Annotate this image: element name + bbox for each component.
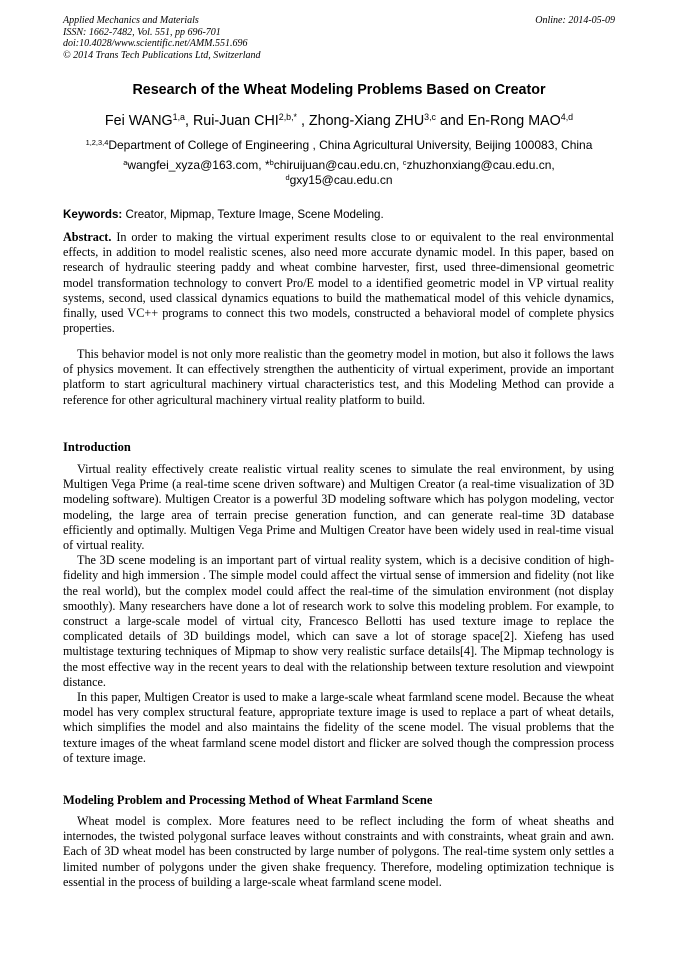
email-superscript: d	[285, 172, 290, 182]
abstract-paragraph	[63, 230, 614, 336]
email-superscript: c	[402, 157, 407, 167]
author-superscript: 4,d	[560, 112, 574, 123]
paper-title: Research of the Wheat Modeling Problems Based on Creator	[132, 82, 546, 98]
modeling-paragraph-1: Wheat model is complex. More features need to be reflect including the form of wheat sheaths and internodes, the twisted polygonal surface leaves without constraints and with constraints, wheat grain and awn. Each of 3D wheat model has been constructed by large number of polygons. The real-time system only settles a limited number of polygons under the given shake frequency. Therefore, modeling optimization technique is essential in the process of building a large-scale wheat farmland scene model.	[63, 814, 614, 889]
email-superscript: b	[269, 157, 274, 167]
abstract-label: Abstract.	[63, 230, 112, 244]
author-name: Fei WANG	[104, 113, 173, 129]
introduction-heading: Introduction	[63, 440, 131, 454]
journal-header	[63, 15, 261, 61]
affiliation-text: Department of College of Engineering , China Agricultural University, Beijing 100083, China	[108, 138, 593, 152]
email-link[interactable]: wangfei_xyza@163.com, *	[127, 158, 270, 172]
author-separator: and	[435, 113, 468, 129]
journal-name: Applied Mechanics and Materials	[63, 15, 199, 26]
author-name: En-Rong MAO	[467, 113, 561, 129]
introduction-section	[63, 462, 614, 766]
modeling-section	[63, 814, 614, 890]
affiliation	[0, 138, 678, 152]
keywords-label: Keywords:	[63, 208, 123, 221]
author-separator: ,	[185, 113, 193, 129]
doi-line: doi:10.4028/www.scientific.net/AMM.551.696	[63, 38, 248, 49]
abstract-paragraph-2: This behavior model is not only more realistic than the geometry model in motion, but also it follows the laws of physics movement. It can effectively strengthen the authenticity of virtual experiment, provide an important platform to start agricultural machinery virtual characteristics test, and this Modeling Method can provide a reference for other agricultural machinery virtual reality platform to build.	[63, 347, 614, 407]
affiliation-superscript: 1,2,3,4	[85, 137, 109, 147]
author-superscript: 2,b,*	[278, 112, 297, 123]
email-line-2	[0, 173, 678, 188]
abstract-text: In order to making the virtual experiment results close to or equivalent to the real environmental effects, in addition to model realistic scenes, also need more accurate dynamic model. In this paper, based on research of hydraulic steering paddy and wheat combine harvester, first, used three-dimensional geometric model transformation technology to convert Pro/E model to a identified geometric model in VP virtual reality systems, second, used classical dynamics equations to build the mathematical model of this vehicle dynamics, finally, used VC++ programs to connect this two models, constructed a behavioral model of complete physics properties.	[63, 230, 614, 336]
copyright-line: © 2014 Trans Tech Publications Ltd, Switzerland	[63, 49, 261, 61]
author-emails	[0, 158, 678, 187]
email-superscript: a	[123, 157, 128, 167]
author-list	[0, 113, 678, 129]
keywords-text: Creator, Mipmap, Texture Image, Scene Modeling.	[122, 208, 384, 221]
modeling-heading: Modeling Problem and Processing Method of Wheat Farmland Scene	[63, 793, 433, 807]
intro-paragraph-3: In this paper, Multigen Creator is used to make a large-scale wheat farmland scene model. Because the wheat model has very complex structural feature, appropriate texture image is used to replace a part of wheat details, which simplifies the model and also maintains the fidelity of the scene model. The visual problems that the texture images of the wheat farmland scene model distort and flicker are solved though the compression process of texture image.	[63, 690, 614, 765]
email-line-1	[0, 158, 678, 173]
author-name: Zhong-Xiang ZHU	[308, 113, 425, 129]
author-separator: ,	[297, 113, 309, 129]
keywords	[63, 208, 384, 221]
email-link[interactable]: gxy15@cau.edu.cn	[289, 172, 393, 187]
email-link[interactable]: chiruijuan@cau.edu.cn,	[273, 158, 403, 172]
author-superscript: 1,a	[172, 112, 185, 123]
online-date: Online: 2014-05-09	[535, 15, 615, 26]
author-name: Rui-Juan CHI	[192, 113, 279, 129]
author-superscript: 3,c	[424, 112, 436, 123]
abstract-section	[63, 230, 614, 336]
intro-paragraph-1: Virtual reality effectively create realistic virtual reality scenes to simulate the real environment, by using Multigen Vega Prime (a real-time scene driven software) and Multigen Creator (a real-time visualization of 3D modeling software). Multigen Creator is a powerful 3D modeling software which has polygon modeling, vector modeling, the large area of terrain precise generation function, and can generate real-time 3D database efficiently and optimally. Multigen Vega Prime and Multigen Creator have been widely used in real-time visual of virtual reality.	[63, 462, 614, 553]
issn-line: ISSN: 1662-7482, Vol. 551, pp 696-701	[63, 26, 221, 38]
abstract-continued	[63, 347, 614, 408]
intro-paragraph-2: The 3D scene modeling is an important part of virtual reality system, which is a decisive condition of high-fidelity and high immersion . The simple model could affect the virtual sense of immersion and fidelity (not like the real world), but the complex model could affect the real-time of the simulation environment (not display smoothly). Many researchers have done a lot of research work to solve this modeling problem. For example, to construct a large-scale model of virtual city, Francesco Bellotti has used texture image to replace the complicated details of 3D buildings model, which can save a lot of storage space[2]. Xiefeng has used multistage texturing techniques of Mipmap to show very realistic surface details[4]. The Mipmap technology is the most effective way in the recent years to deal with the relationship between texture resolution and viewpoint distance.	[63, 553, 614, 689]
email-link[interactable]: zhuzhonxiang@cau.edu.cn,	[406, 158, 555, 172]
